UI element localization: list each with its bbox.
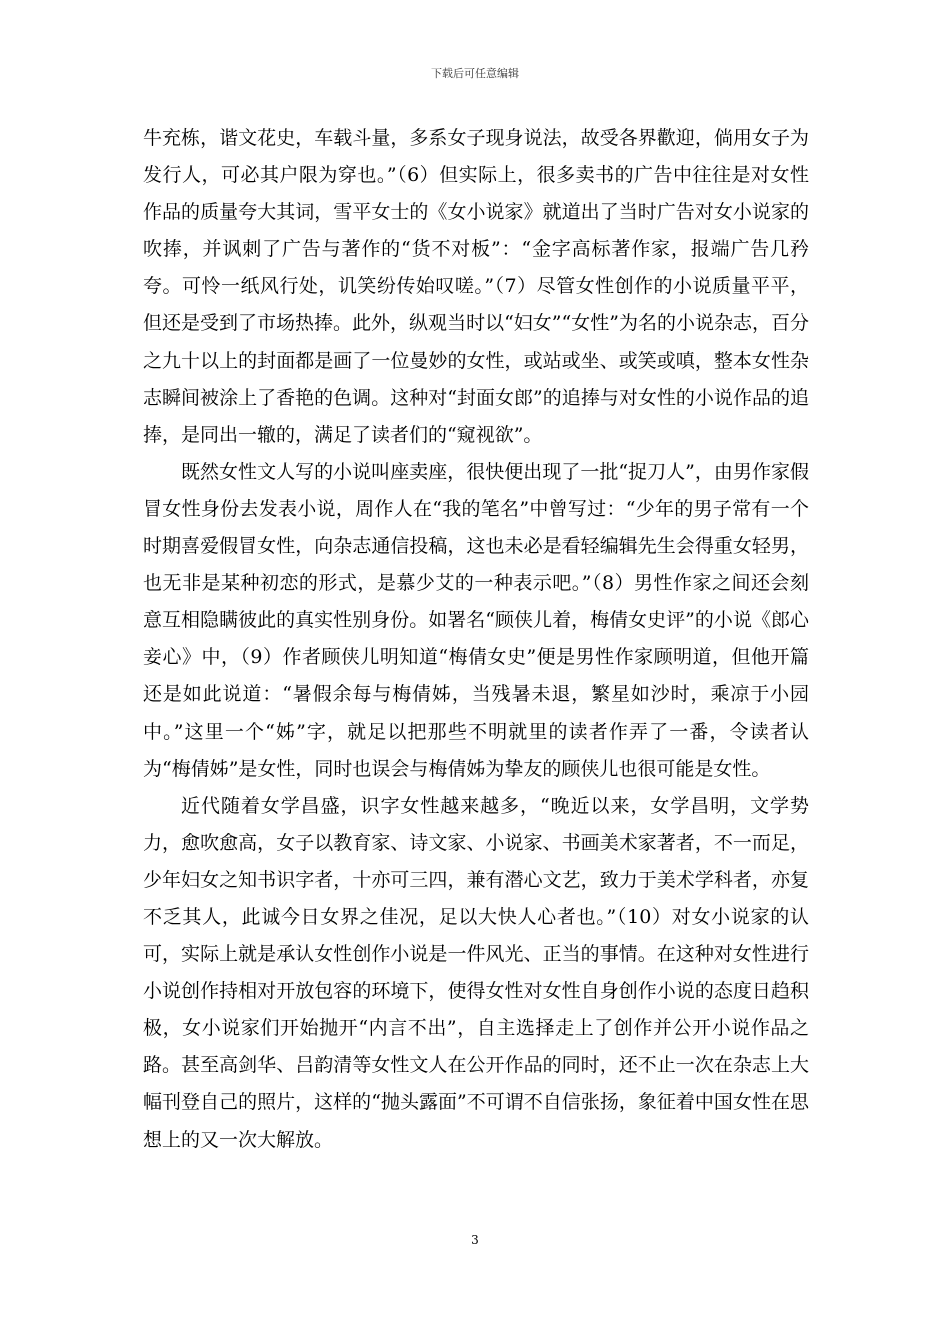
body-text	[143, 120, 809, 1159]
paragraph-female-education: 近代随着女学昌盛，识字女性越来越多，“晚近以来，女学昌明，文学势力，愈吹愈高，女子以教育家、诗文家、小说家、书画美术家著者，不一而足，少年妇女之知书识字者，十亦可三四，兼有潜心文艺，致力于美术学科者，亦复不乏其人，此诚今日女界之佳况，足以大快人心者也。”（10）对女小说家的认可，实际上就是承认女性创作小说是一件风光、正当的事情。在这种对女性进行小说创作持相对开放包容的环境下，使得女性对女性自身创作小说的态度日趋积极，女小说家们开始抛开“内言不出”，自主选择走上了创作并公开小说作品之路。甚至高剑华、吕韵清等女性文人在公开作品的同时，还不止一次在杂志上大幅刊登自己的照片，这样的“抛头露面”不可谓不自信张扬，象征着中国女性在思想上的又一次大解放。	[143, 794, 809, 1151]
paragraph-impersonation: 既然女性文人写的小说叫座卖座，很快便出现了一批“捉刀人”，由男作家假冒女性身份去发表小说，周作人在“我的笔名”中曾写过：“少年的男子常有一个时期喜爱假冒女性，向杂志通信投稿，这也未必是看轻编辑先生会得重女轻男，也无非是某种初恋的形式，是慕少艾的一种表示吧。”（8）男性作家之间还会刻意互相隐瞒彼此的真实性别身份。如署名“顾侠儿着，梅倩女史评”的小说《郎心妾心》中，（9）作者顾侠儿明知道“梅倩女史”便是男性作家顾明道，但他开篇还是如此说道：“暑假余每与梅倩姊，当残暑未退，繁星如沙时，乘凉于小园中。”这里一个“姊”字，就足以把那些不明就里的读者作弄了一番，令读者认为“梅倩姊”是女性，同时也误会与梅倩姊为挚友的顾侠儿也很可能是女性。	[143, 460, 809, 780]
paragraph-continued: 牛充栋，谐文花史，车载斗量，多系女子现身说法，故受各界歡迎，倘用女子为发行人，可必其户限为穿也。”（6）但实际上，很多卖书的广告中往往是对女性作品的质量夸大其词，雪平女士的《女小说家》就道出了当时广告对女小说家的吹捧，并讽刺了广告与著作的“货不对板”：“金字高标著作家，报端广告几矜夸。可怜一纸风行处，讥笑纷传始叹嗟。”（7）尽管女性创作的小说质量平平，但还是受到了市场热捧。此外，纵观当时以“妇女”“女性”为名的小说杂志，百分之九十以上的封面都是画了一位曼妙的女性，或站或坐、或笑或嗔，整本女性杂志瞬间被涂上了香艳的色调。这种对“封面女郎”的追捧与对女性的小说作品的追捧，是同出一辙的，满足了读者们的“窥视欲”。	[143, 127, 809, 446]
page-header: 下载后可任意编辑	[431, 67, 519, 80]
page-number: 3	[471, 1233, 479, 1247]
